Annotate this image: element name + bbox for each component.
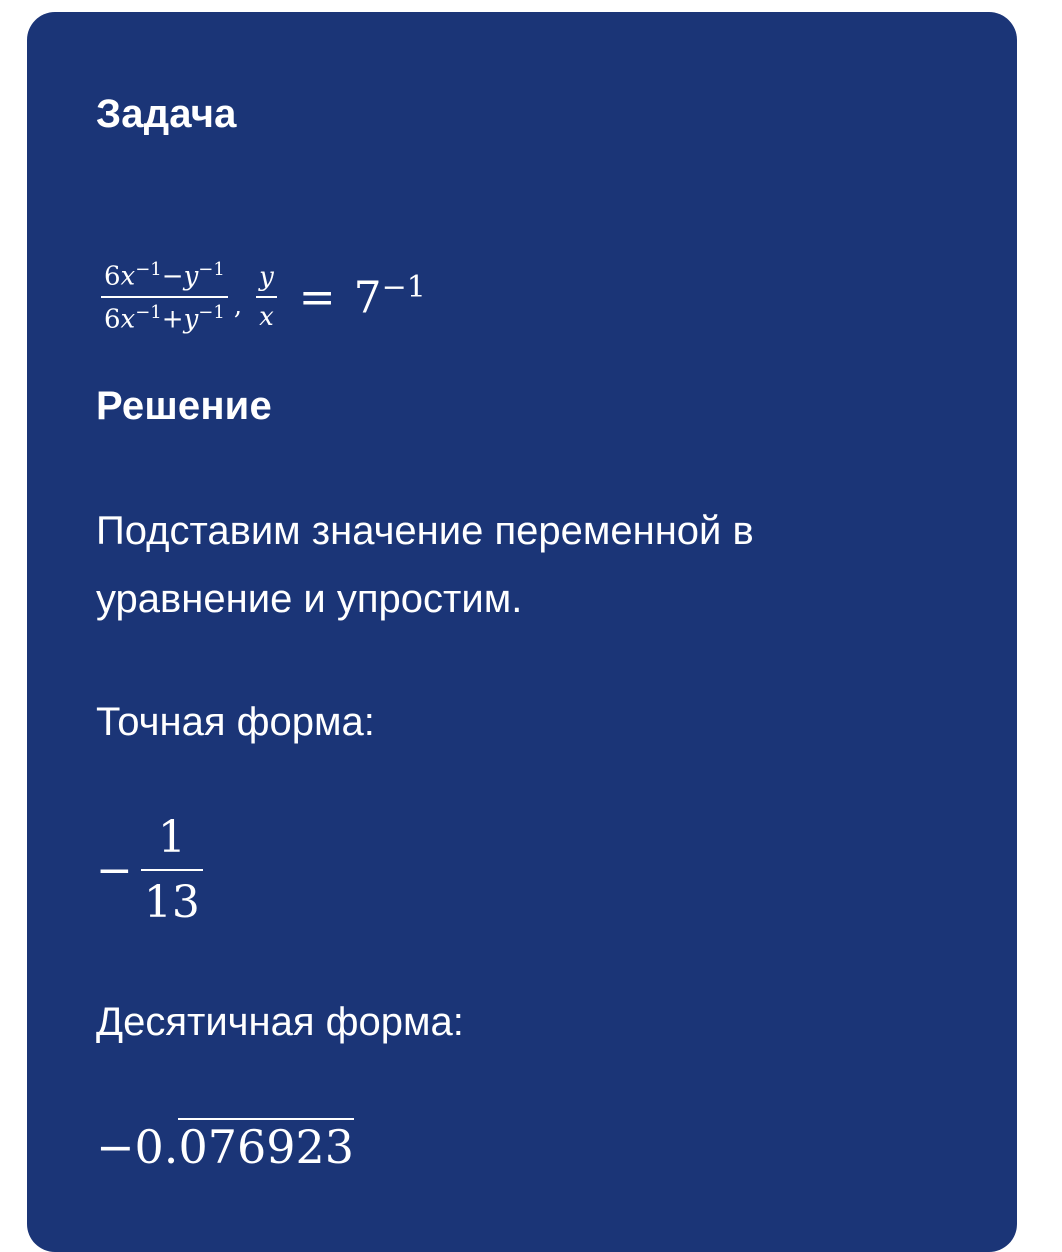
- exact-fraction: [141, 812, 203, 928]
- exact-form-label: Точная форма:: [96, 700, 375, 744]
- equals-sign: =: [298, 271, 336, 323]
- fraction-2: [256, 262, 277, 332]
- fraction-bar: [256, 296, 277, 298]
- fraction-1: [101, 259, 228, 334]
- exact-form-value: [96, 812, 203, 928]
- exact-numerator: 1: [157, 812, 186, 863]
- repeating-digits: 076923: [178, 1120, 355, 1174]
- minus-sign: −: [96, 844, 133, 896]
- fraction-bar: [141, 869, 203, 871]
- solution-heading: Решение: [96, 384, 272, 428]
- comma: ,: [233, 291, 243, 321]
- decimal-prefix: −0.: [96, 1120, 179, 1174]
- solution-card: [27, 12, 1017, 1252]
- fraction-2-numerator: y: [259, 262, 274, 292]
- rhs-power: $7^{-1}$: [353, 270, 426, 324]
- task-heading: Задача: [96, 92, 237, 136]
- fraction-1-denominator: $6x^{-1}+y^{-1}$: [104, 302, 225, 335]
- exact-denominator: 13: [143, 877, 200, 928]
- explanation-text: Подставим значение переменной в уравнение и упростим.: [96, 509, 754, 621]
- fraction-bar: [101, 296, 228, 298]
- decimal-form-label: Десятичная форма:: [96, 1000, 464, 1044]
- decimal-form-value: [96, 1120, 354, 1174]
- fraction-2-denominator: x: [259, 302, 274, 332]
- problem-expression: [101, 252, 426, 342]
- fraction-1-numerator: $6x^{-1}-y^{-1}$: [104, 259, 225, 292]
